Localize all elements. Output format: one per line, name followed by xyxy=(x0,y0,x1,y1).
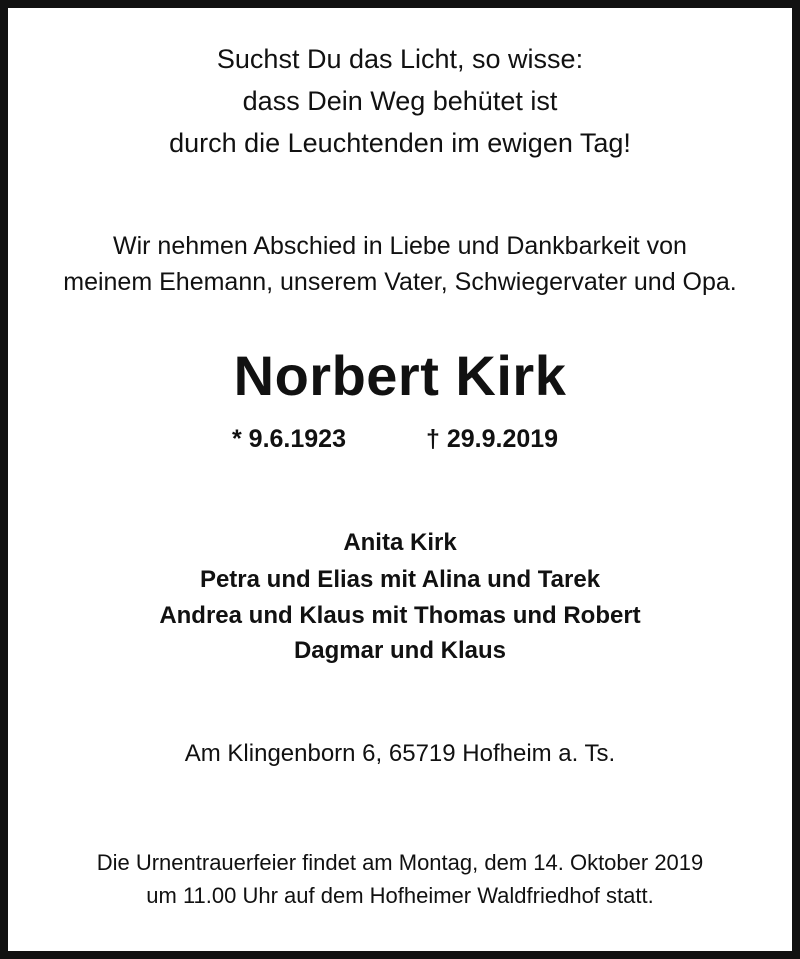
mourner-line-3: Andrea und Klaus mit Thomas und Robert xyxy=(159,602,641,629)
birth-date: * 9.6.1923 xyxy=(232,425,346,453)
service-line-1: Die Urnentrauerfeier findet am Montag, dem 14. Oktober 2019 xyxy=(96,850,704,875)
mourner-line-2: Petra und Elias mit Alina und Tarek xyxy=(199,566,601,593)
family-address: Am Klingenborn 6, 65719 Hofheim a. Ts. xyxy=(184,740,616,767)
mourner-line-4: Dagmar und Klaus xyxy=(293,637,507,664)
poem-line-1: Suchst Du das Licht, so wisse: xyxy=(216,44,584,74)
intro-line-1: Wir nehmen Abschied in Liebe und Dankbarkeit von xyxy=(113,232,687,260)
mourner-line-1: Anita Kirk xyxy=(343,529,457,556)
poem-line-3: durch die Leuchtenden im ewigen Tag! xyxy=(169,128,631,158)
deceased-name: Norbert Kirk xyxy=(233,344,567,407)
service-line-2: um 11.00 Uhr auf dem Hofheimer Waldfriedhof statt. xyxy=(146,883,654,908)
intro-line-2: meinem Ehemann, unserem Vater, Schwiegervater und Opa. xyxy=(63,268,737,296)
death-date: † 29.9.2019 xyxy=(426,425,559,453)
life-dates xyxy=(8,427,792,457)
poem-line-2: dass Dein Weg behütet ist xyxy=(242,86,558,116)
